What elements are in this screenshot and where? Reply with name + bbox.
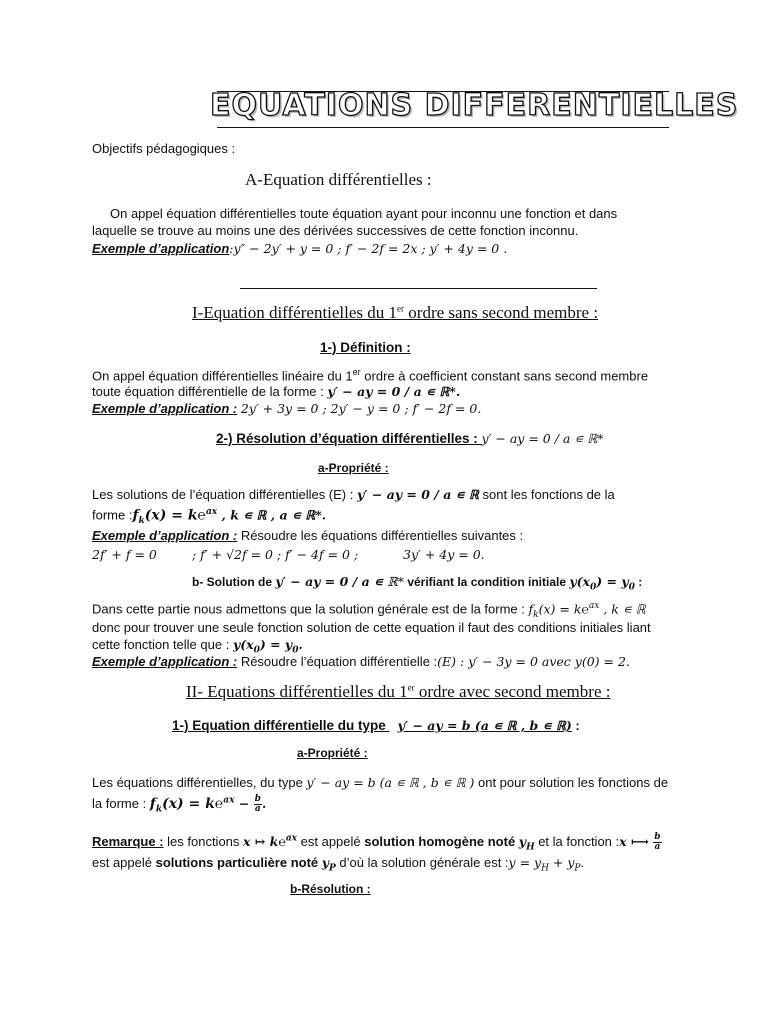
section-divider: [240, 288, 597, 289]
section-a-example: [92, 241, 507, 256]
definition-line1: On appel équation différentielles linéaire du 1er ordre à coefficient constant sans second membre: [92, 367, 649, 384]
initial-para-line1: Dans cette partie nous admettons que la solution générale est de la forme : $f_k(x)$ = k℮$^{ax}$ , k ∊ ℝ: [92, 601, 646, 620]
page-title: EQUATIONS DIFFERENTIELLES: [210, 88, 739, 123]
initial-example: Exemple d’application : Résoudre l’équation différentielle :(E) : y′ − 3y = 0 avec y(0) = 2.: [92, 654, 630, 669]
objectives-label: Objectifs pédagogiques :: [92, 141, 236, 156]
property-line1: Les solutions de l’équation différentielles (E) : y′ − ay = 0 / a ∊ ℝ sont les fonctions de la: [92, 487, 615, 502]
initial-para-line3: cette fonction telle que : $y(x_0) = y_0$.: [92, 637, 303, 656]
property2-heading: a-Propriété :: [297, 746, 368, 760]
exercise-example: Exemple d’application : Résoudre les équations différentielles suivantes :: [92, 528, 524, 543]
definition-heading: 1-) Définition :: [320, 340, 411, 355]
definition-line2: toute équation différentielle de la forme : y′ − ay = 0 / a ∊ ℝ*.: [92, 384, 461, 399]
title-rule-bottom: [217, 127, 669, 128]
section-a-para-line1: On appel équation différentielles toute équation ayant pour inconnu une fonction et dans: [110, 206, 618, 221]
fraction-b-over-a: $\frac{b}{a}$: [254, 794, 261, 814]
section-ii-heading: II- Equations différentielles du 1er ordre avec second membre :: [186, 682, 611, 701]
exercise-eq2: ; f′ + √2f = 0 ; f′ − 4f = 0 ;: [192, 547, 359, 562]
resolution-heading: 2-) Résolution d’équation différentielles : y′ − ay = 0 / a ∊ ℝ*: [216, 431, 604, 446]
property-heading: a-Propriété :: [318, 461, 389, 475]
exercise-eq1: 2f′ + f = 0: [92, 547, 157, 562]
remark-line2: est appelé solutions particulière noté $y_P$ d’où la solution générale est :y = $y_H + y_P$.: [92, 855, 585, 874]
definition-example: Exemple d’application : 2y′ + 3y = 0 ; 2y′ − y = 0 ; f′ − 2f = 0.: [92, 401, 482, 416]
exercise-eq3: 3y′ + 4y = 0.: [403, 547, 485, 562]
type-heading: 1-) Equation différentielle du type y′ − ay = b (a ∊ ℝ , b ∊ ℝ) :: [172, 718, 580, 733]
property2-line1: Les équations différentielles, du type y′ − ay = b (a ∊ ℝ , b ∊ ℝ ) ont pour solution les fonctions de: [92, 775, 669, 790]
resolution2-heading: b-Résolution :: [290, 882, 371, 896]
initial-para-line2: donc pour trouver une seule fonction solution de cette equation il faut des conditions initiales liant: [92, 620, 651, 635]
section-i-heading: I-Equation différentielles du 1er ordre sans second membre :: [192, 303, 599, 322]
example-equations: :y″ − 2y′ + y = 0 ; f′ − 2f = 2x ; y′ + 4y = 0 .: [229, 241, 508, 256]
initial-condition-heading: b- Solution de y′ − ay = 0 / a ∊ ℝ* vérifiant la condition initiale $y(x_0) = y_0$ :: [192, 574, 643, 593]
section-a-para-line2: laquelle se trouve au moins une des dérivées successives de cette fonction inconnu.: [92, 223, 579, 238]
section-a-heading: A-Equation différentielles :: [245, 170, 432, 189]
example-label: Exemple d’application: [92, 241, 230, 256]
property2-line2: la forme : $f_k(x)$ = k℮$^{ax}$ − $\frac{b}{a}$ .: [92, 794, 267, 815]
fraction-remark: $\frac{b}{a}$: [654, 832, 661, 852]
property-line2: forme $:f_k(x)$ = k℮$^{ax}$ , k ∊ ℝ , a ∊ ℝ*.: [92, 507, 327, 526]
remark-line1: Remarque : les fonctions x ↦ k℮$^{ax}$ est appelé solution homogène noté $y_H$ et la fonction :x ⟼ $\frac{b}{a}$: [92, 832, 661, 853]
